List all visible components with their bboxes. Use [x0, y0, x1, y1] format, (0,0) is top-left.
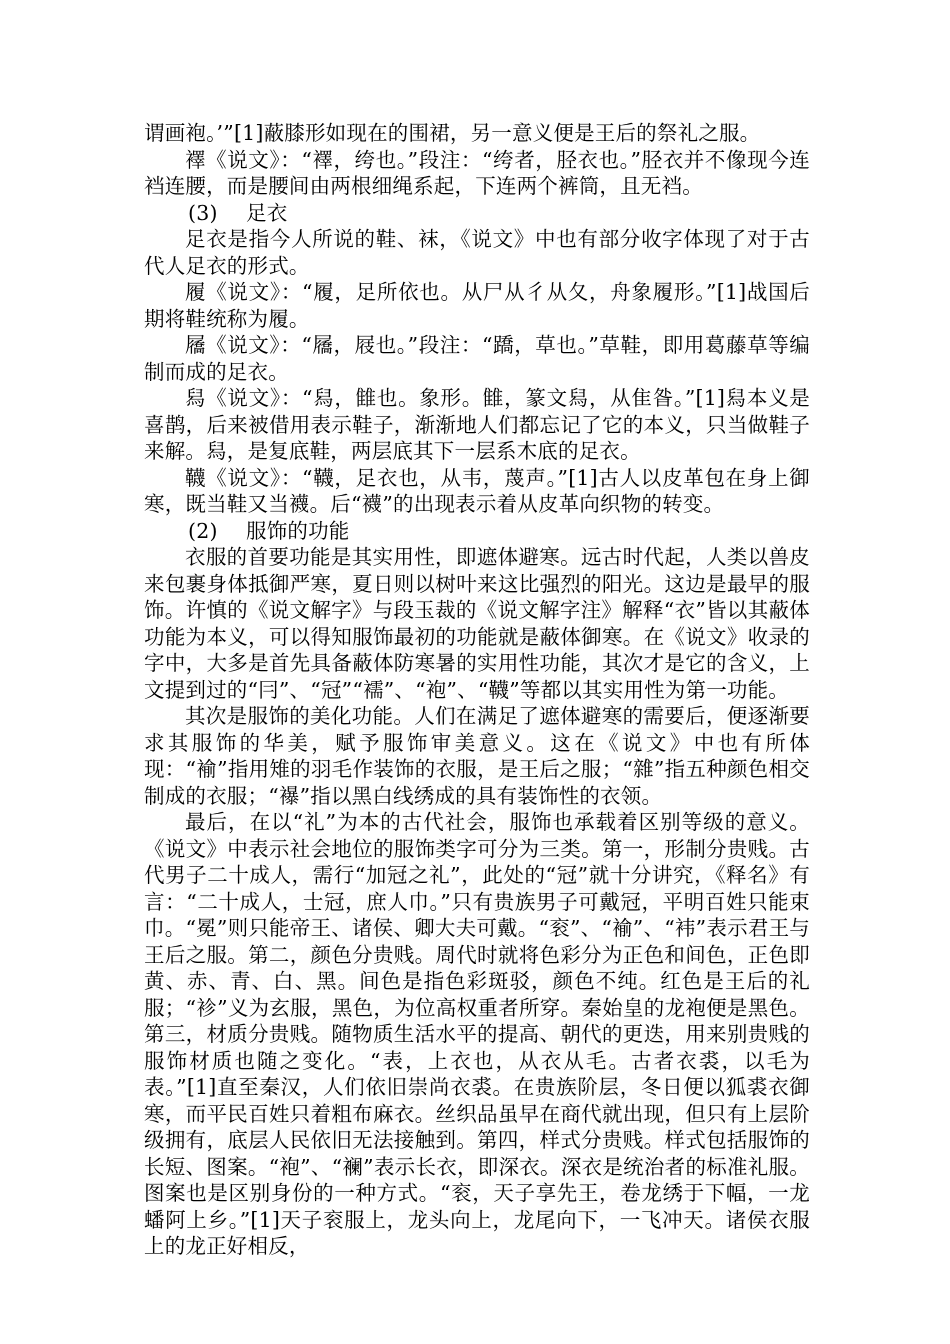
paragraph-practical-function: 衣服的首要功能是其实用性，即遮体避寒。远古时代起，人类以兽皮来包裹身体抵御严寒，夏日则以树叶来这比强烈的阳光。这边是最早的服饰。许慎的《说文解字》与段玉裁的《说文解字注》解释“衣”皆以其蔽体功能为本义，可以得知服饰最初的功能就是蔽体御寒。在《说文》收录的字中，大多是首先具备蔽体防寒暑的实用性功能，其次才是它的含义，上文提到过的“冃”、“冠”“襦”、“袍”、“韈”等都以其实用性为第一功能。: [144, 545, 810, 702]
section-title: 服饰的功能: [246, 518, 350, 543]
paragraph-aesthetic-function: 其次是服饰的美化功能。人们在满足了遮体避寒的需要后，便逐渐要求其服饰的华美，赋予服饰审美意义。这在《说文》中也有所体现：“褕”指用雉的羽毛作装饰的衣服，是王后之服；“雜”指五种颜色相交制成的衣服；“襮”指以黑白线绣成的具有装饰性的衣领。: [144, 704, 810, 808]
section-title: 足衣: [246, 200, 288, 225]
section-heading-zuyi: [144, 200, 810, 227]
paragraph-zuyi-intro: 足衣是指今人所说的鞋、袜，《说文》中也有部分收字体现了对于古代人足衣的形式。: [144, 227, 810, 278]
section-number: (2): [188, 518, 218, 543]
paragraph-wa: 韈《说文》：“韈，足衣也，从韦，蔑声。”[1]古人以皮革包在身上御寒，既当鞋又当襪。后“襪”的出现表示着从皮革向织物的转变。: [144, 465, 810, 516]
section-number: (3): [188, 200, 218, 225]
section-heading-function: [144, 518, 810, 545]
paragraph-bixi: 谓画袍。’”[1]蔽膝形如现在的围裙，另一意义便是王后的祭礼之服。: [144, 121, 761, 145]
document-page: [144, 120, 810, 1260]
paragraph-rank-function: 最后，在以“礼”为本的古代社会，服饰也承载着区别等级的意义。《说文》中表示社会地位的服饰类字可分为三类。第一，形制分贵贱。古代男子二十成人，需行“加冠之礼”，此处的“冠”就十分讲究，《释名》有言：“二十成人，士冠，庶人巾。”只有贵族男子可戴冠，平明百姓只能束巾。“冕”则只能帝王、诸侯、卿大夫可戴。“衮”、“褕”、“袆”表示君王与王后之服。第二，颜色分贵贱。周代时就将色彩分为正色和间色，正色即黄、赤、青、白、黑。间色是指色彩斑驳，颜色不纯。红色是王后的礼服；“袗”义为玄服，黑色，为位高权重者所穿。秦始皇的龙袍便是黑色。第三，材质分贵贱。随物质生活水平的提高、朝代的更迭，用来别贵贱的服饰材质也随之变化。“表，上衣也，从衣从毛。古者衣裘，以毛为表。”[1]直至秦汉，人们依旧崇尚衣裘。在贵族阶层，冬日便以狐裘衣御寒，而平民百姓只着粗布麻衣。丝织品虽早在商代就出现，但只有上层阶级拥有，底层人民依旧无法接触到。第四，样式分贵贱。样式包括服饰的长短、图案。“袍”、“襕”表示长衣，即深衣。深衣是统治者的标准礼服。图案也是区别身份的一种方式。“衮，天子享先王，卷龙绣于下幅，一龙蟠阿上乡。”[1]天子衮服上，龙头向上，龙尾向下，一飞冲天。诸侯衣服上的龙正好相反，: [144, 810, 810, 1258]
paragraph-ze: 襗《说文》：“襗，绔也。”段注：“绔者，胫衣也。”胫衣并不像现今连裆连腰，而是腰间由两根细绳系起，下连两个裤筒，且无裆。: [144, 147, 810, 198]
paragraph-xi: 舄《说文》：“舄，雔也。象形。雔，篆文舄，从隹昝。”[1]舄本义是喜鹊，后来被借用表示鞋子，渐渐地人们都忘记了它的本义，只当做鞋子来解。舄，是复底鞋，两层底其下一层系木底的足衣。: [144, 386, 810, 463]
paragraph-jue: 屩《说文》：“屩，屐也。”段注：“蹻，草也。”草鞋，即用葛藤草等编制而成的足衣。: [144, 333, 810, 384]
paragraph-lv: 履《说文》：“履，足所依也。从尸从彳从夂，舟象履形。”[1]战国后期将鞋统称为履。: [144, 280, 810, 331]
